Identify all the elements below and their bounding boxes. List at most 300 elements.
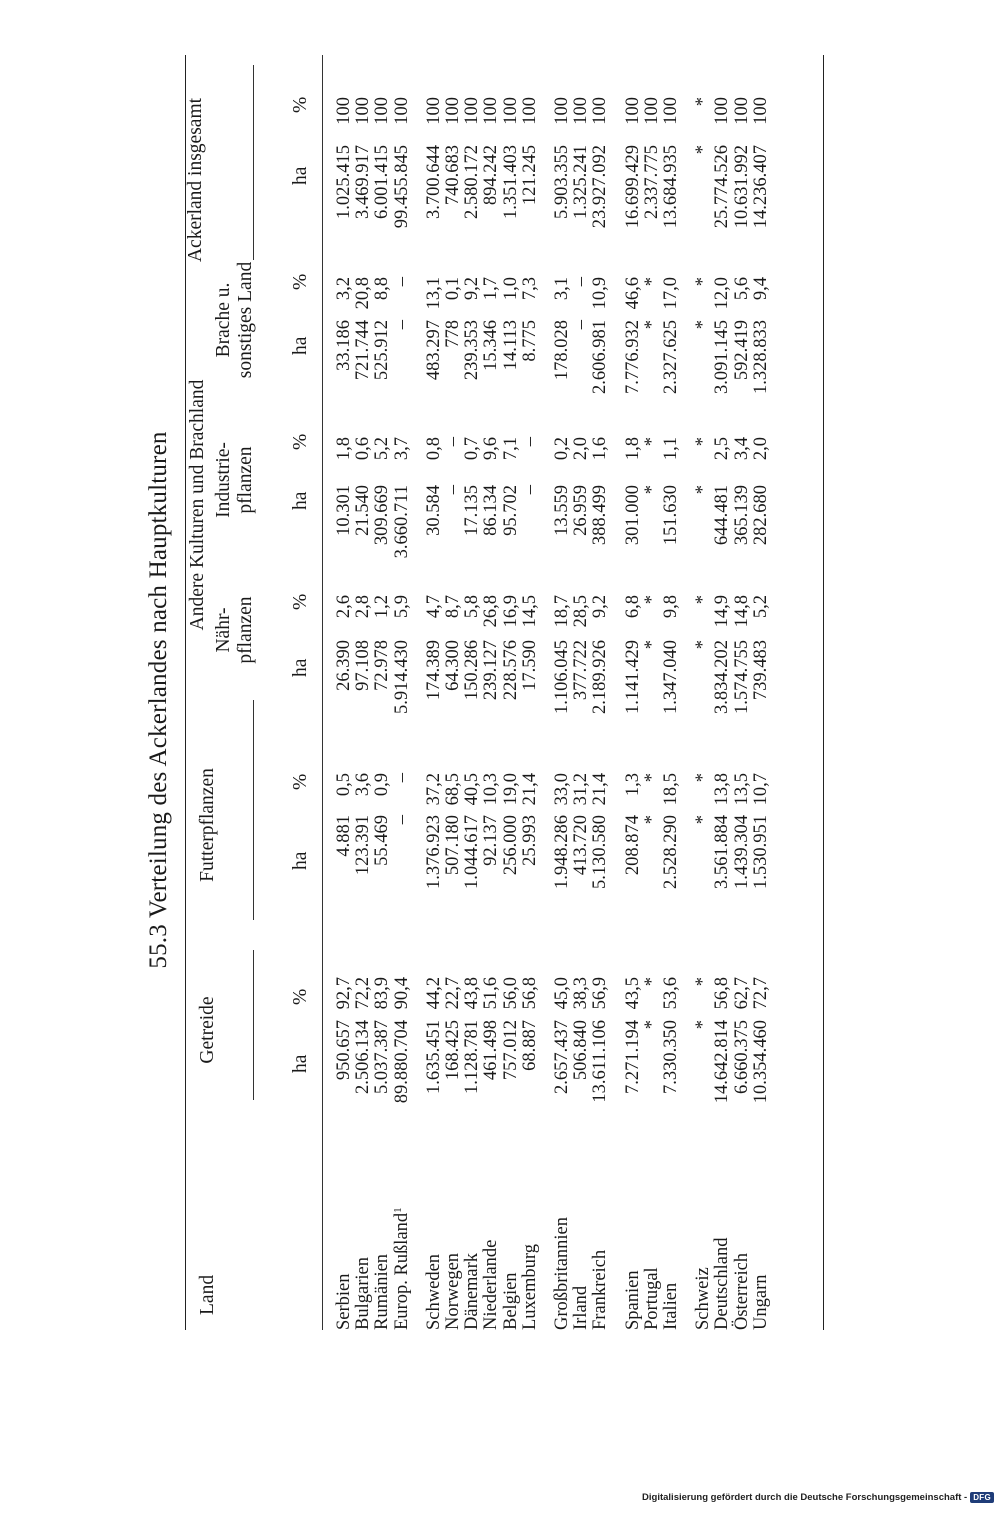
table-cell: 3.700.644 <box>423 145 444 219</box>
table-cell: 92.137 <box>481 815 502 866</box>
footer-text: Digitalisierung gefördert durch die Deutsche Forschungsgemeinschaft - <box>642 1492 968 1503</box>
table-cell: 1,8 <box>622 437 643 461</box>
table-cell: * <box>641 640 662 650</box>
table-cell: 1.044.617 <box>462 815 483 889</box>
table-cell: 1.106.045 <box>552 640 572 714</box>
header-ha: ha <box>290 1054 311 1073</box>
header-ha: ha <box>290 851 311 870</box>
table-cell: 9,8 <box>661 595 681 619</box>
table-cell: 721.744 <box>353 320 374 381</box>
table-cell: 7.776.932 <box>622 320 643 394</box>
table-cell: * <box>693 773 714 783</box>
table-cell: 2.580.172 <box>462 145 483 219</box>
table-cell: 33.186 <box>334 320 354 371</box>
table-cell: 3.834.202 <box>712 640 733 714</box>
table-cell: * <box>693 815 714 825</box>
table-cell: * <box>693 145 714 155</box>
land-name: Schweden <box>423 1253 444 1330</box>
table-cell: 14.236.407 <box>750 145 771 229</box>
table-cell: 100 <box>423 97 444 125</box>
table-cell: 150.286 <box>462 640 483 701</box>
table-cell: 2.606.981 <box>590 320 611 394</box>
table-cell: 1.530.951 <box>750 815 771 889</box>
table-cell: 121.245 <box>519 145 540 206</box>
table-cell: 2,5 <box>712 437 733 461</box>
table-cell: 14.642.814 <box>712 1020 733 1104</box>
table-cell: 92,7 <box>334 977 354 1010</box>
land-name: Belgien <box>500 1272 521 1330</box>
table-cell: 25.993 <box>519 815 540 866</box>
land-name: Europ. Rußland <box>391 1212 412 1330</box>
header-brache-1: Brache u. <box>213 282 234 358</box>
table-cell: 0,7 <box>462 437 483 461</box>
table-cell: 5,8 <box>462 595 483 619</box>
header-rule <box>322 55 323 1330</box>
table-cell: 950.657 <box>334 1020 354 1081</box>
land-name: Frankreich <box>590 1249 611 1330</box>
table-cell: 2.337.775 <box>641 145 662 219</box>
table-cell: 13.611.106 <box>590 1020 611 1103</box>
table-cell: * <box>693 277 714 287</box>
footer <box>642 1492 994 1503</box>
table-cell: 100 <box>552 97 572 125</box>
land-name: Deutschland <box>712 1237 733 1330</box>
row-land <box>624 1270 643 1330</box>
table-cell: 168.425 <box>443 1020 463 1081</box>
header-land: Land <box>197 1274 218 1315</box>
land-name: Ungarn <box>750 1274 771 1330</box>
row-land <box>502 1272 521 1330</box>
land-name: Spanien <box>622 1270 643 1330</box>
table-cell: 56,8 <box>519 977 540 1010</box>
land-name: Großbritannien <box>552 1216 572 1330</box>
header-naehr-2: pflanzen <box>235 596 256 664</box>
table-cell: * <box>641 485 662 495</box>
land-name: Luxemburg <box>519 1244 540 1330</box>
table-cell: 1.635.451 <box>423 1020 444 1094</box>
table-cell: 18,5 <box>661 773 681 806</box>
table-cell: 95.702 <box>500 485 521 536</box>
table-cell: * <box>641 1020 662 1030</box>
table-cell: 15.346 <box>481 320 502 371</box>
table-cell: * <box>693 320 714 330</box>
table-cell: 3.660.711 <box>391 485 412 559</box>
table-cell: 8,7 <box>443 595 463 619</box>
row-land <box>373 1254 392 1330</box>
table-cell: 9,4 <box>750 277 771 301</box>
table-cell: 5.914.430 <box>391 640 412 714</box>
table-cell: 21.540 <box>353 485 374 536</box>
table-cell: 17,0 <box>661 277 681 310</box>
header-industrie-1: Industrie- <box>213 442 234 518</box>
table-cell: 83,9 <box>372 977 393 1010</box>
row-land <box>713 1238 732 1330</box>
header-getreide: Getreide <box>197 996 218 1064</box>
table-cell: 10.301 <box>334 485 354 536</box>
table-cell: 228.576 <box>500 640 521 701</box>
table-cell: – <box>519 437 540 447</box>
table-cell: 5,9 <box>391 595 412 619</box>
table-cell: 13.684.935 <box>661 145 681 229</box>
table-cell: 43,8 <box>462 977 483 1010</box>
table-cell: 282.680 <box>750 485 771 546</box>
row-land <box>482 1240 501 1330</box>
table-cell: 10.354.460 <box>750 1020 771 1104</box>
table-cell: – <box>443 485 463 495</box>
table-cell: 22,7 <box>443 977 463 1010</box>
header-ha: ha <box>290 491 311 510</box>
table-cell: 38,3 <box>571 977 592 1010</box>
rule-insgesamt <box>253 65 254 260</box>
header-pct: % <box>290 593 311 610</box>
table-cell: 46,6 <box>622 277 643 310</box>
table-cell: 1,8 <box>334 437 354 461</box>
table-cell: 1,6 <box>590 437 611 461</box>
table-cell: 21,4 <box>519 773 540 806</box>
header-ha: ha <box>290 336 311 355</box>
header-insgesamt: Ackerland insgesamt <box>185 97 206 263</box>
header-futterpflanzen: Futterpflanzen <box>197 768 218 882</box>
land-name: Serbien <box>334 1273 354 1330</box>
row-land <box>752 1275 771 1330</box>
row-land <box>393 1207 412 1330</box>
header-pct: % <box>290 433 311 450</box>
table-cell: 525.912 <box>372 320 393 381</box>
table-cell: 100 <box>443 97 463 125</box>
table-cell: 26,8 <box>481 595 502 628</box>
row-land <box>444 1253 463 1330</box>
table-cell: 7,1 <box>500 437 521 461</box>
header-pct: % <box>290 273 311 290</box>
table-cell: 3,1 <box>552 277 572 301</box>
table-cell: 1.328.833 <box>750 320 771 394</box>
table-cell: 0,9 <box>372 773 393 797</box>
table-cell: 31,2 <box>571 773 592 806</box>
table-cell: 1,0 <box>500 277 521 301</box>
table-cell: 13,1 <box>423 277 444 310</box>
table-cell: 100 <box>641 97 662 125</box>
table-cell: 483.297 <box>423 320 444 381</box>
table-cell: 37,2 <box>423 773 444 806</box>
table-cell: 13,5 <box>731 773 752 806</box>
land-name: Italien <box>661 1282 681 1330</box>
table-cell: – <box>571 320 592 330</box>
table-cell: * <box>693 97 714 107</box>
table-cell: 10,3 <box>481 773 502 806</box>
table-cell: 100 <box>590 97 611 125</box>
table-cell: 89.880.704 <box>391 1020 412 1104</box>
table-cell: 0,8 <box>423 437 444 461</box>
table-cell: * <box>641 277 662 287</box>
table-cell: 3.561.884 <box>712 815 733 889</box>
row-land <box>572 1286 591 1330</box>
table-cell: 1.141.429 <box>622 640 643 714</box>
table-cell: 6.001.415 <box>372 145 393 219</box>
table-cell: 100 <box>481 97 502 125</box>
header-pct: % <box>290 988 311 1005</box>
table-cell: 7.330.350 <box>661 1020 681 1094</box>
table-cell: 64.300 <box>443 640 463 691</box>
table-cell: 2,0 <box>750 437 771 461</box>
table-cell: 10,7 <box>750 773 771 806</box>
table-cell: 256.000 <box>500 815 521 876</box>
table-cell: 208.874 <box>622 815 643 876</box>
table-cell: 16,9 <box>500 595 521 628</box>
table-cell: 1,1 <box>661 437 681 461</box>
table-cell: 14,8 <box>731 595 752 628</box>
table-cell: 53,6 <box>661 977 681 1010</box>
table-cell: 2.506.134 <box>353 1020 374 1094</box>
table-cell: 2.657.437 <box>552 1020 572 1094</box>
table-cell: * <box>693 595 714 605</box>
table-cell: 10.631.992 <box>731 145 752 229</box>
table-cell: 6.660.375 <box>731 1020 752 1094</box>
table-cell: 21,4 <box>590 773 611 806</box>
table-cell: 174.389 <box>423 640 444 701</box>
table-cell: – <box>519 485 540 495</box>
table-cell: 72.978 <box>372 640 393 691</box>
table-cell: 44,2 <box>423 977 444 1010</box>
table-cell: – <box>391 815 412 825</box>
table-cell: 1,3 <box>622 773 643 797</box>
header-ha: ha <box>290 658 311 677</box>
table-cell: 1.025.415 <box>334 145 354 219</box>
table-cell: 377.722 <box>571 640 592 701</box>
row-land <box>425 1254 444 1330</box>
land-name: Schweiz <box>693 1267 714 1330</box>
table-cell: 20,8 <box>353 277 374 310</box>
row-land <box>733 1253 752 1330</box>
table-cell: 1.347.040 <box>661 640 681 714</box>
table-cell: 99.455.845 <box>391 145 412 229</box>
table-cell: 740.683 <box>443 145 463 206</box>
table-cell: 388.499 <box>590 485 611 546</box>
header-pct: % <box>290 773 311 790</box>
table-cell: 506.840 <box>571 1020 592 1081</box>
table-cell: – <box>571 277 592 287</box>
row-land <box>521 1244 540 1330</box>
row-land <box>553 1217 572 1330</box>
table-cell: 1.439.304 <box>731 815 752 889</box>
table-cell: 1.574.755 <box>731 640 752 714</box>
table-cell: 1.351.403 <box>500 145 521 219</box>
table-cell: – <box>391 277 412 287</box>
table-cell: 100 <box>571 97 592 125</box>
table-cell: 365.139 <box>731 485 752 546</box>
dfg-logo: DFG <box>970 1492 994 1503</box>
table-cell: 0,6 <box>353 437 374 461</box>
table-cell: 16.699.429 <box>622 145 643 229</box>
table-cell: 0,2 <box>552 437 572 461</box>
table-cell: 3,7 <box>391 437 412 461</box>
table-cell: 86.134 <box>481 485 502 536</box>
table-cell: 18,7 <box>552 595 572 628</box>
table-cell: 894.242 <box>481 145 502 206</box>
land-name: Niederlande <box>481 1239 502 1330</box>
table-cell: 28,5 <box>571 595 592 628</box>
table-cell: 644.481 <box>712 485 733 546</box>
table-cell: 239.353 <box>462 320 483 381</box>
table-cell: 43,5 <box>622 977 643 1010</box>
table-cell: 4,7 <box>423 595 444 619</box>
table-cell: 14,5 <box>519 595 540 628</box>
table-cell: 33,0 <box>552 773 572 806</box>
table-cell: 3.469.917 <box>353 145 374 219</box>
header-ha: ha <box>290 166 311 185</box>
land-name: Bulgarien <box>353 1257 374 1330</box>
table-cell: 2,8 <box>353 595 374 619</box>
row-land <box>662 1283 681 1330</box>
table-cell: 56,0 <box>500 977 521 1010</box>
table-cell: 5.037.387 <box>372 1020 393 1094</box>
table-cell: 55.469 <box>372 815 393 866</box>
table-cell: 14.113 <box>500 320 521 371</box>
table-cell: 3,2 <box>334 277 354 301</box>
table-cell: 757.012 <box>500 1020 521 1081</box>
table-cell: 10,9 <box>590 277 611 310</box>
table-cell: 56,9 <box>590 977 611 1010</box>
table-cell: 25.774.526 <box>712 145 733 229</box>
table-cell: 72,7 <box>750 977 771 1010</box>
table-cell: 100 <box>462 97 483 125</box>
table-cell: 12,0 <box>712 277 733 310</box>
table-cell: * <box>693 485 714 495</box>
table-cell: 100 <box>353 97 374 125</box>
table-cell: 45,0 <box>552 977 572 1010</box>
table-cell: 26.390 <box>334 640 354 691</box>
table-cell: * <box>641 437 662 447</box>
header-industrie-2: pflanzen <box>235 446 256 514</box>
table-cell: 14,9 <box>712 595 733 628</box>
table-cell: 100 <box>391 97 412 125</box>
table-cell: 17.590 <box>519 640 540 691</box>
table-cell: 2,0 <box>571 437 592 461</box>
header-brache-2: sonstiges Land <box>235 261 256 379</box>
table-cell: * <box>693 437 714 447</box>
table-cell: 3,4 <box>731 437 752 461</box>
land-name: Österreich <box>731 1252 752 1330</box>
table-cell: 7,3 <box>519 277 540 301</box>
land-name: Portugal <box>641 1267 662 1330</box>
row-land <box>463 1253 482 1330</box>
table-cell: 413.720 <box>571 815 592 876</box>
table-cell: 592.419 <box>731 320 752 381</box>
table-cell: 68.887 <box>519 1020 540 1071</box>
table-cell: 2,6 <box>334 595 354 619</box>
row-land <box>643 1267 662 1330</box>
table-cell: 2.189.926 <box>590 640 611 714</box>
table-cell: 1,7 <box>481 277 502 301</box>
table-cell: 17.135 <box>462 485 483 536</box>
table-cell: 5,6 <box>731 277 752 301</box>
table-cell: 100 <box>661 97 681 125</box>
land-name: Norwegen <box>443 1252 463 1330</box>
footnote-marker: 1 <box>391 1207 404 1213</box>
header-andere: Andere Kulturen und Brachland <box>187 379 208 631</box>
rule-futter <box>253 700 254 920</box>
table-cell: 8,8 <box>372 277 393 301</box>
row-land <box>694 1267 713 1330</box>
bottom-rule <box>823 55 824 1330</box>
table-cell: * <box>641 977 662 987</box>
table-cell: 1.325.241 <box>571 145 592 219</box>
table-cell: 309.669 <box>372 485 393 546</box>
table-cell: * <box>641 595 662 605</box>
table-cell: 13,8 <box>712 773 733 806</box>
table-cell: 90,4 <box>391 977 412 1010</box>
table-cell: 72,2 <box>353 977 374 1010</box>
table-cell: * <box>693 640 714 650</box>
header-naehr-1: Nähr- <box>213 607 234 653</box>
land-name: Dänemark <box>462 1252 483 1330</box>
table-cell: 6,8 <box>622 595 643 619</box>
land-name: Irland <box>571 1285 592 1330</box>
table-cell: 100 <box>750 97 771 125</box>
table-cell: 1.948.286 <box>552 815 572 889</box>
table-cell: 2.327.625 <box>661 320 681 394</box>
table-cell: 5,2 <box>372 437 393 461</box>
table-cell: 9,2 <box>462 277 483 301</box>
table-cell: 13.559 <box>552 485 572 536</box>
row-land <box>591 1250 610 1330</box>
row-land <box>335 1273 354 1330</box>
table-cell: 3,6 <box>353 773 374 797</box>
table-cell: * <box>641 320 662 330</box>
table-cell: * <box>641 773 662 783</box>
table-cell: – <box>391 320 412 330</box>
table-cell: 0,1 <box>443 277 463 301</box>
table-cell: 5.903.355 <box>552 145 572 219</box>
table-cell: * <box>693 977 714 987</box>
table-cell: 301.000 <box>622 485 643 546</box>
table-cell: 68,5 <box>443 773 463 806</box>
header-pct: % <box>290 96 311 113</box>
table-cell: 8.775 <box>519 320 540 362</box>
table-cell: 778 <box>443 320 463 348</box>
table-cell: 51,6 <box>481 977 502 1010</box>
table-cell: 100 <box>712 97 733 125</box>
table-cell: 97.108 <box>353 640 374 691</box>
table-cell: 100 <box>622 97 643 125</box>
land-name: Rumänien <box>372 1253 393 1330</box>
table-cell: * <box>641 815 662 825</box>
table-title: 55.3 Verteilung des Ackerlandes nach Hauptkulturen <box>145 431 172 969</box>
table-cell: 739.483 <box>750 640 771 701</box>
table-cell: 26.959 <box>571 485 592 536</box>
table-cell: 100 <box>519 97 540 125</box>
table-cell: – <box>391 773 412 783</box>
table-cell: 56,8 <box>712 977 733 1010</box>
table-cell: 1.128.781 <box>462 1020 483 1094</box>
table-cell: 1.376.923 <box>423 815 444 889</box>
table-cell: 100 <box>731 97 752 125</box>
table-cell: 5,2 <box>750 595 771 619</box>
table-cell: 9,2 <box>590 595 611 619</box>
table-cell: 62,7 <box>731 977 752 1010</box>
table-cell: 0,5 <box>334 773 354 797</box>
rotated-table <box>145 55 845 1345</box>
table-cell: * <box>693 1020 714 1030</box>
table-cell: 151.630 <box>661 485 681 546</box>
table-cell: 1,2 <box>372 595 393 619</box>
table-cell: 23.927.092 <box>590 145 611 229</box>
table-cell: 19,0 <box>500 773 521 806</box>
table-cell: 239.127 <box>481 640 502 701</box>
table-cell: 9,6 <box>481 437 502 461</box>
table-cell: 461.498 <box>481 1020 502 1081</box>
table-cell: 100 <box>372 97 393 125</box>
table-cell: 5.130.580 <box>590 815 611 889</box>
